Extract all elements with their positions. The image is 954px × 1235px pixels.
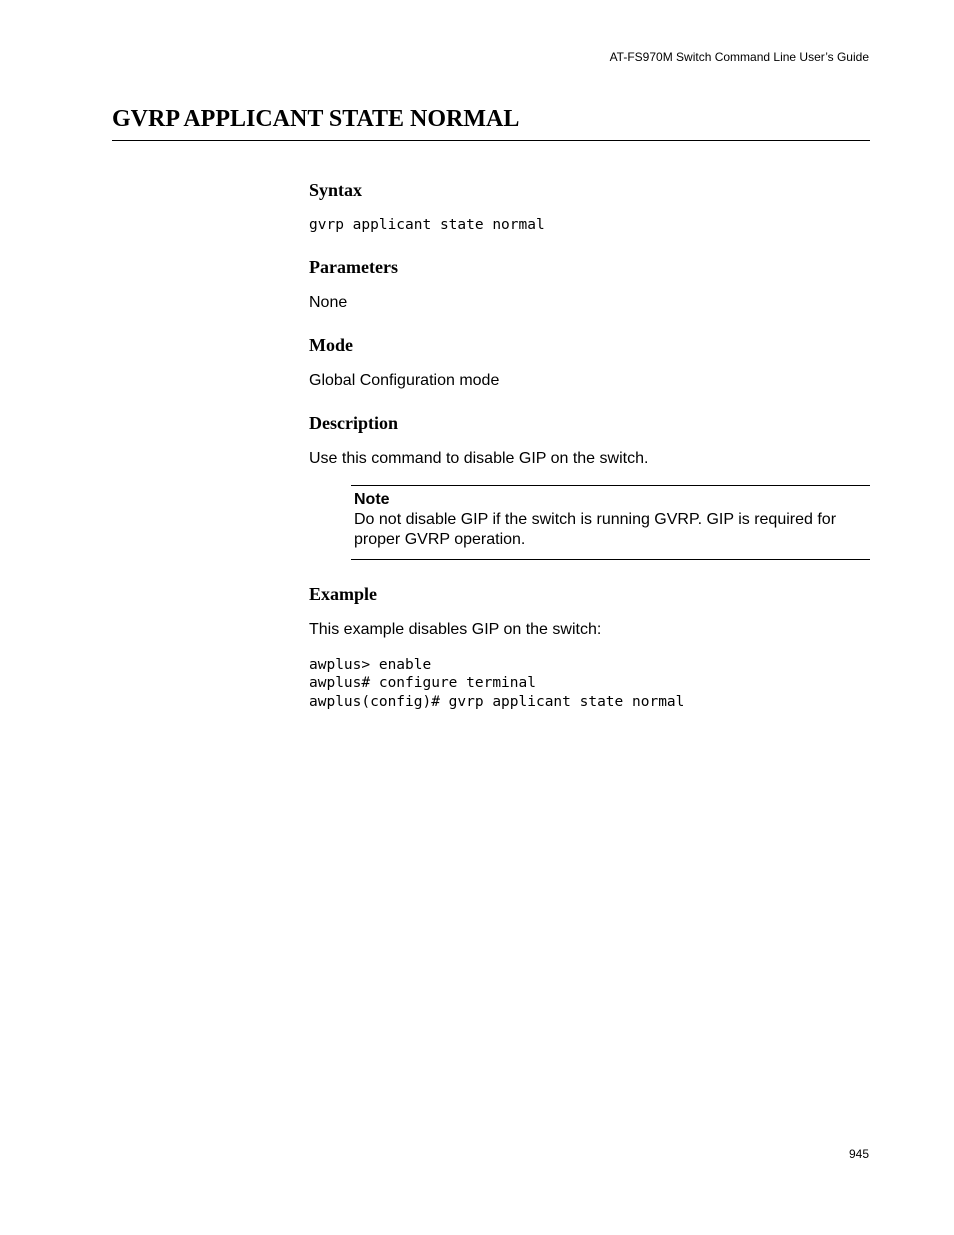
example-text: This example disables GIP on the switch: (309, 620, 602, 638)
page-number: 945 (848, 1147, 869, 1161)
mode-text: Global Configuration mode (309, 371, 500, 389)
description-text: Use this command to disable GIP on the switch. (309, 449, 649, 467)
example-code-block (309, 656, 870, 712)
main-content (309, 179, 870, 711)
page-title: GVRP APPLICANT STATE NORMAL (112, 106, 520, 132)
example-heading: Example (309, 583, 378, 604)
description-heading: Description (309, 412, 398, 433)
syntax-code: gvrp applicant state normal (309, 217, 545, 233)
running-header: AT-FS970M Switch Command Line User’s Guide (609, 50, 869, 64)
example-code-line: awplus# configure terminal (309, 675, 536, 691)
example-code-line: awplus> enable (309, 656, 432, 673)
parameters-heading: Parameters (309, 256, 398, 277)
note-title: Note (354, 490, 390, 508)
parameters-text: None (309, 293, 348, 311)
note-box (351, 485, 870, 560)
mode-heading: Mode (309, 334, 353, 355)
syntax-heading: Syntax (309, 180, 363, 200)
title-rule (112, 140, 870, 141)
example-code-line: awplus(config)# gvrp applicant state normal (309, 693, 685, 710)
note-text: Do not disable GIP if the switch is running GVRP. GIP is required for proper GVRP operation. (354, 510, 837, 548)
